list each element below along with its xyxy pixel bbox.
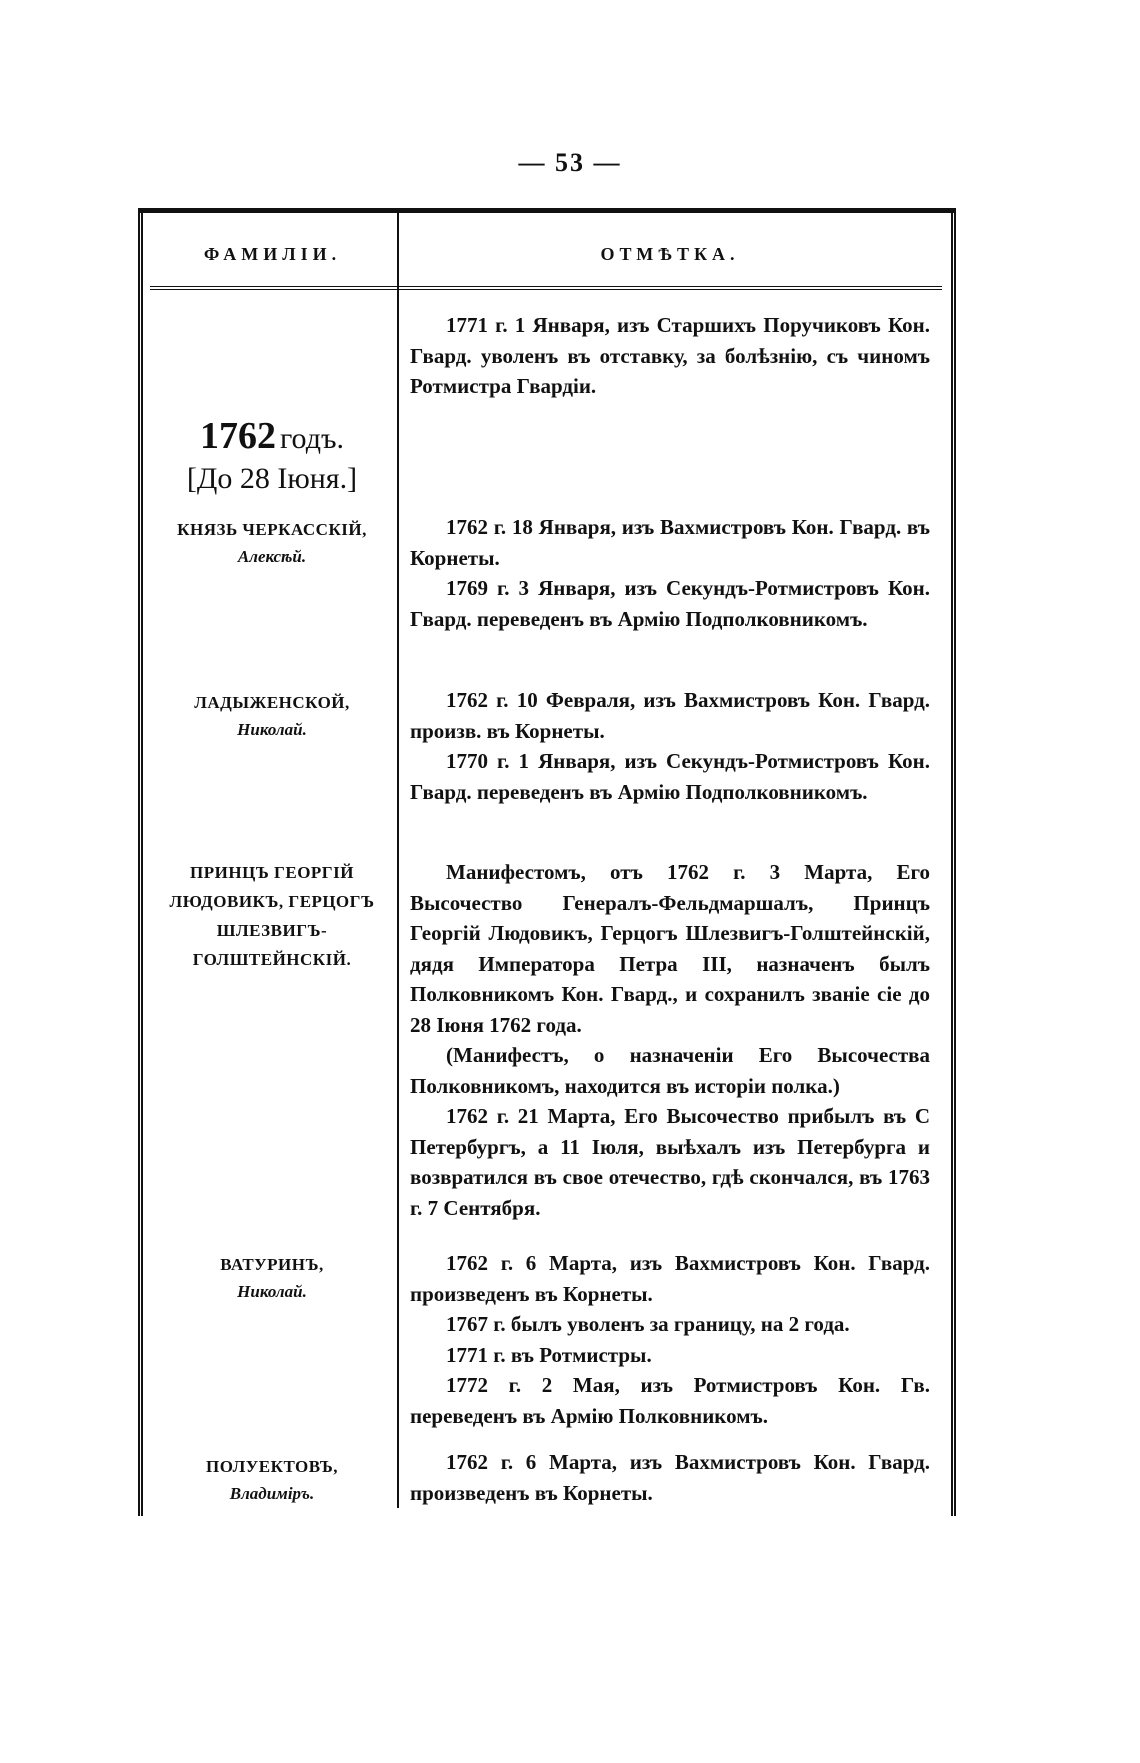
entry-surname: ЛАДЫЖЕНСКОЙ,	[194, 693, 350, 712]
entry-poluektov-name	[152, 1452, 392, 1507]
entry-note: (Манифестъ, о назначеніи Его Высочества Полковникомъ, находится въ исторіи полка.)	[410, 1043, 930, 1098]
year-word: годъ.	[280, 422, 344, 455]
entry-note: 1762 г. 10 Февраля, изъ Вахмистровъ Кон. Гвард. произв. въ Корнеты.	[410, 688, 930, 743]
entry-note: Манифестомъ, отъ 1762 г. 3 Марта, Его Высочество Генералъ-Фельдмаршалъ, Принцъ Георгій Людовикъ, Герцогъ Шлезвигъ-Голштейнскій, дядя Императора Петра III, назначенъ былъ Полковникомъ Кон. Гвард., и сохранилъ званіе сіе до 28 Іюня 1762 года.	[410, 860, 930, 1037]
entry-surname: ПРИНЦЪ ГЕОРГІЙ ЛЮДОВИКЪ, ГЕРЦОГЪ ШЛЕЗВИГЪ-ГОЛШТЕЙНСКІЙ.	[169, 863, 375, 969]
note-text: 1771 г. 1 Января, изъ Старшихъ Поручиковъ Кон. Гвард. уволенъ въ отставку, за болѣзнію, съ чиномъ Ротмистра Гвардіи.	[410, 313, 930, 398]
entry-note: 1770 г. 1 Января, изъ Секундъ-Ротмистровъ Кон. Гвард. переведенъ въ Армію Подполковникомъ.	[410, 749, 930, 804]
column-divider	[397, 212, 399, 1508]
entry-vaturin-name	[152, 1250, 392, 1305]
table-header-rule	[150, 286, 942, 290]
year-number: 1762	[200, 415, 276, 457]
entry-note: 1769 г. 3 Января, изъ Секундъ-Ротмистровъ Кон. Гвард. переведенъ въ Армію Подполковникомъ.	[410, 576, 930, 631]
entry-given-name: Николай.	[237, 720, 307, 739]
entry-given-name: Алексѣй.	[237, 547, 307, 566]
top-note	[410, 310, 930, 402]
entry-ladyzhenskoy-name	[152, 688, 392, 743]
entry-given-name: Владиміръ.	[229, 1484, 315, 1503]
entry-given-name: Николай.	[237, 1282, 307, 1301]
entry-prince-georg-name	[152, 858, 392, 974]
year-heading	[152, 414, 392, 496]
entry-surname: КНЯЗЬ ЧЕРКАССКІЙ,	[177, 520, 367, 539]
entry-prince-georg-notes	[410, 857, 930, 1223]
entry-surname: ВАТУРИНЪ,	[220, 1255, 324, 1274]
entry-note: 1767 г. былъ уволенъ за границу, на 2 года.	[446, 1312, 850, 1336]
entry-vaturin-notes	[410, 1248, 930, 1431]
entry-note: 1771 г. въ Ротмистры.	[446, 1342, 652, 1367]
entry-note: 1762 г. 6 Марта, изъ Вахмистровъ Кон. Гвард. произведенъ въ Корнеты.	[410, 1450, 930, 1505]
entry-note: 1762 г. 21 Марта, Его Высочество прибылъ въ С Петербургъ, а 11 Іюля, выѣхалъ изъ Петербурга и возвратился въ свое отечество, гдѣ скончался, въ 1763 г. 7 Сентября.	[410, 1104, 930, 1220]
page-number: — 53 —	[518, 148, 622, 177]
entry-poluektov-notes	[410, 1447, 930, 1508]
entry-note: 1772 г. 2 Мая, изъ Ротмистровъ Кон. Гв. переведенъ въ Армію Полковникомъ.	[410, 1373, 930, 1428]
entry-ladyzhenskoy-notes	[410, 685, 930, 807]
entry-surname: ПОЛУЕКТОВЪ,	[206, 1457, 338, 1476]
entry-note: 1762 г. 6 Марта, изъ Вахмистровъ Кон. Гвард. произведенъ въ Корнеты.	[410, 1251, 930, 1306]
entry-cherkassky-notes	[410, 512, 930, 634]
entry-note: 1762 г. 18 Января, изъ Вахмистровъ Кон. Гвард. въ Корнеты.	[410, 515, 930, 570]
header-remarks: ОТМѢТКА.	[600, 244, 740, 264]
header-surnames: ФАМИЛІИ.	[203, 244, 342, 264]
entry-cherkassky-name	[152, 515, 392, 570]
year-subtitle: [До 28 Іюня.]	[186, 462, 358, 495]
